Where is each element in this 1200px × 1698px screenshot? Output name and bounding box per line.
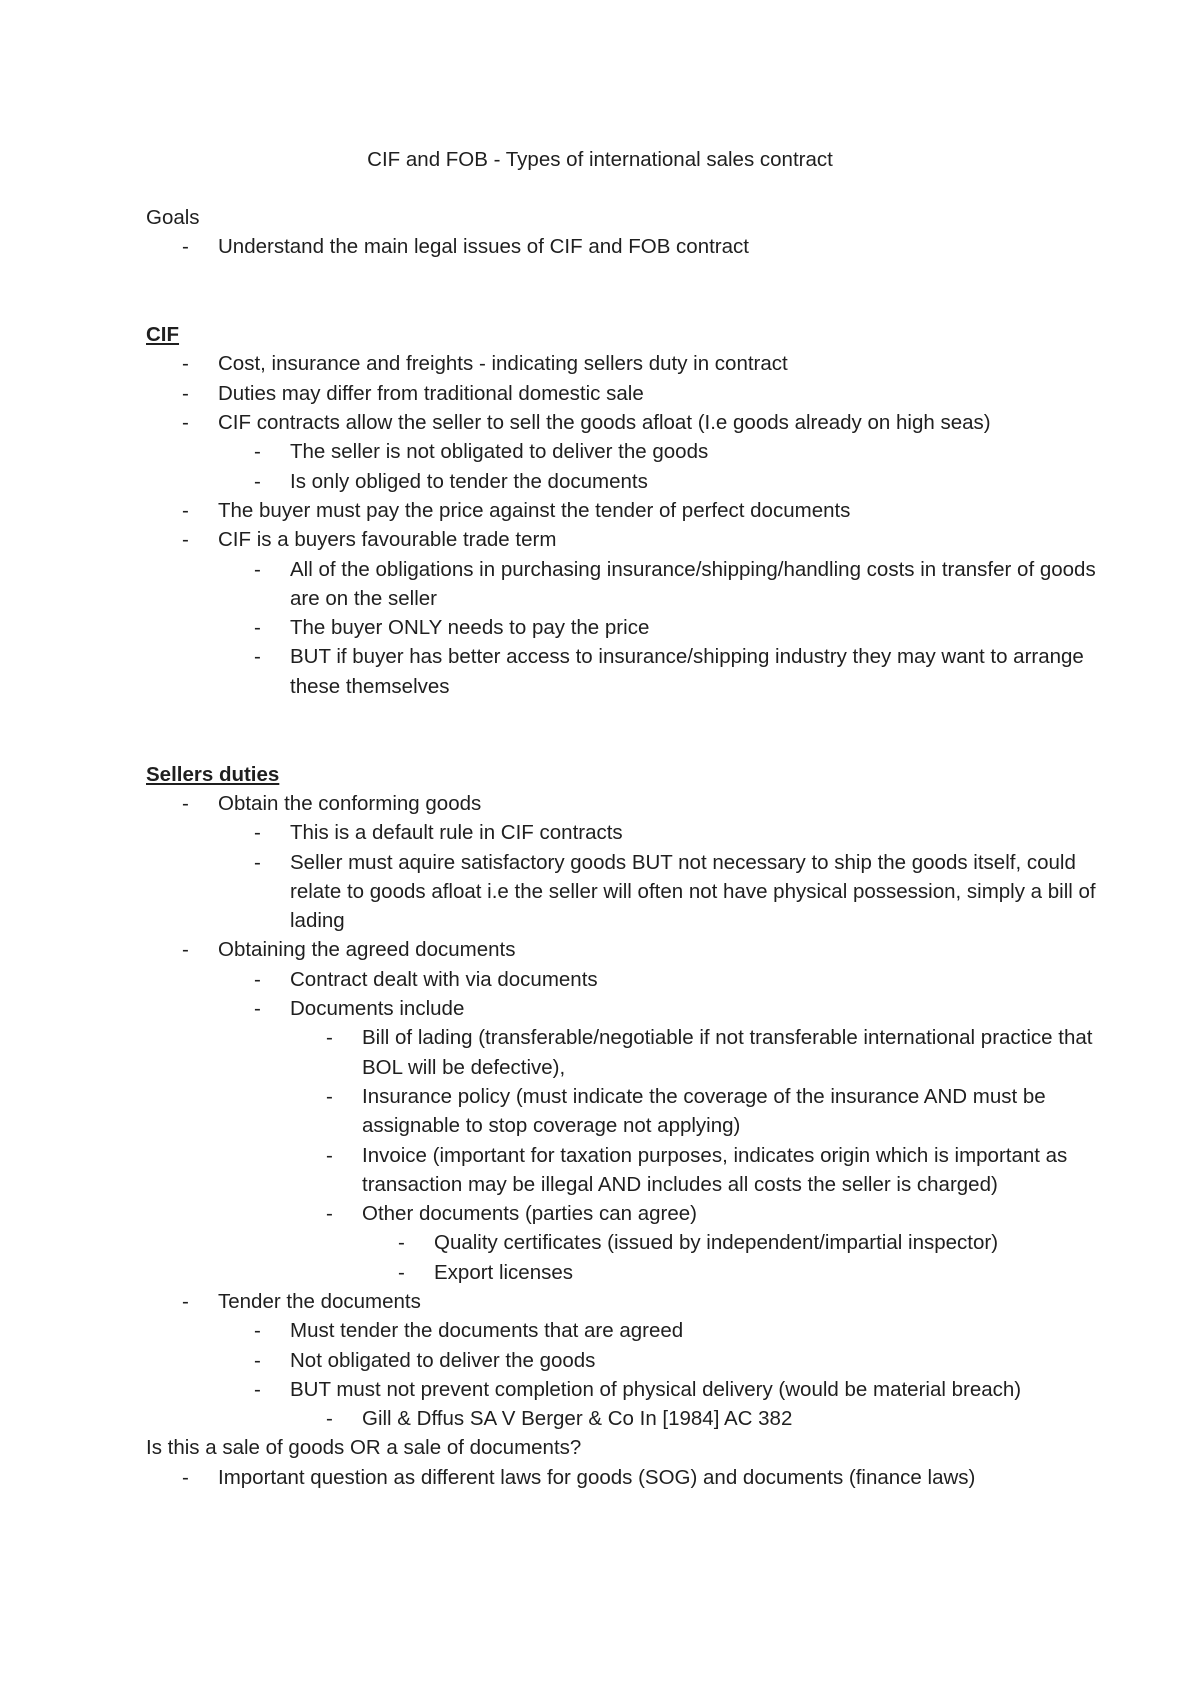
list-item: - Important question as different laws for goods (SOG) and documents (finance laws) bbox=[182, 1465, 976, 1489]
cif-heading: CIF bbox=[146, 323, 180, 347]
list-item: - The buyer must pay the price against the tender of perfect documents bbox=[182, 498, 851, 522]
list-item: - BUT if buyer has better access to insurance/shipping industry they may want to arrange these themselves bbox=[254, 645, 1084, 698]
list-item: - Obtaining the agreed documents bbox=[182, 938, 516, 962]
list-item: - Insurance policy (must indicate the coverage of the insurance AND must be assignable to stop coverage not applying) bbox=[326, 1084, 1046, 1138]
document-body bbox=[146, 203, 1106, 1492]
list-item: - The seller is not obligated to deliver the goods bbox=[254, 440, 709, 464]
list-item: - Quality certificates (issued by independent/impartial inspector) bbox=[398, 1231, 999, 1255]
list-item: - This is a default rule in CIF contracts bbox=[254, 821, 623, 845]
question-heading: Is this a sale of goods OR a sale of documents? bbox=[146, 1436, 582, 1460]
list-item: - The buyer ONLY needs to pay the price bbox=[254, 616, 650, 640]
list-item: - All of the obligations in purchasing insurance/shipping/handling costs in transfer of goods are on the seller bbox=[254, 557, 1096, 610]
list-item: - Understand the main legal issues of CIF and FOB contract bbox=[182, 235, 749, 259]
list-item: - Is only obliged to tender the documents bbox=[254, 469, 648, 493]
list-item: - Gill & Dffus SA V Berger & Co In [1984] AC 382 bbox=[326, 1407, 793, 1431]
sellers-duties-heading: Sellers duties bbox=[146, 762, 280, 786]
goals-heading: Goals bbox=[146, 206, 200, 229]
list-item: - Export licenses bbox=[398, 1260, 574, 1284]
list-item: - Duties may differ from traditional domestic sale bbox=[182, 381, 644, 405]
list-item: - Invoice (important for taxation purposes, indicates origin which is important as transaction may be illegal AND includes all costs the seller is charged) bbox=[326, 1143, 1068, 1196]
list-item: - Documents include bbox=[254, 997, 465, 1021]
list-item: - Other documents (parties can agree) bbox=[326, 1202, 697, 1226]
list-item: - Not obligated to deliver the goods bbox=[254, 1348, 596, 1372]
list-item: - Contract dealt with via documents bbox=[254, 967, 598, 991]
document-title: CIF and FOB - Types of international sales contract bbox=[367, 148, 833, 171]
list-item: - Cost, insurance and freights - indicating sellers duty in contract bbox=[182, 352, 788, 376]
list-item: - Tender the documents bbox=[182, 1289, 421, 1313]
list-item: - Bill of lading (transferable/negotiable if not transferable international practice that BOL will be defective), bbox=[326, 1026, 1093, 1079]
list-item: - Obtain the conforming goods bbox=[182, 791, 482, 815]
list-item: - Must tender the documents that are agreed bbox=[254, 1319, 684, 1343]
list-item: - CIF is a buyers favourable trade term bbox=[182, 528, 557, 552]
list-item: - CIF contracts allow the seller to sell the goods afloat (I.e goods already on high seas) bbox=[182, 411, 991, 435]
list-item: - BUT must not prevent completion of physical delivery (would be material breach) bbox=[254, 1377, 1022, 1401]
list-item: - Seller must aquire satisfactory goods BUT not necessary to ship the goods itself, could relate to goods afloat i.e the seller will often not have physical possession, simply a bill of lading bbox=[254, 850, 1096, 933]
